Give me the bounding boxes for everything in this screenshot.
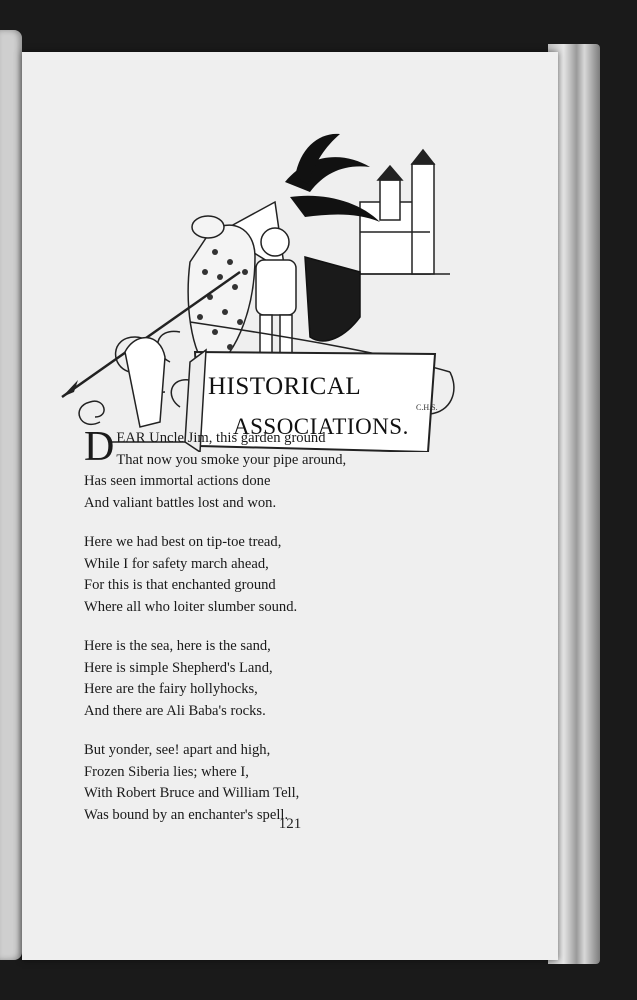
- poem-line: While I for safety march ahead,: [84, 555, 269, 572]
- header-illustration: [40, 122, 460, 452]
- poem-line: Has seen immortal actions done: [84, 473, 271, 489]
- poem-line: Here is the sea, here is the sand,: [84, 638, 271, 654]
- poem-line: Here is simple Shepherd's Land,: [84, 659, 273, 676]
- poem-line: For this is that enchanted ground: [84, 577, 276, 593]
- poem-line: Where all who loiter slumber sound.: [84, 598, 298, 615]
- poem-line: But yonder, see! apart and high,: [84, 742, 271, 758]
- stanza-4: [84, 740, 504, 826]
- stanza-2: [84, 532, 504, 618]
- poem-line: With Robert Bruce and William Tell,: [84, 785, 300, 801]
- poem-line: And there are Ali Baba's rocks.: [84, 702, 266, 719]
- drop-cap: D: [84, 424, 115, 470]
- artist-monogram: C.H.S.: [416, 403, 438, 412]
- poem-line: Was bound by an enchanter's spell.: [84, 806, 289, 823]
- poem-line: Frozen Siberia lies; where I,: [84, 763, 249, 780]
- stanza-3: [84, 636, 504, 722]
- poem-line: And valiant battles lost and won.: [84, 494, 277, 511]
- page-number: 121: [278, 816, 302, 832]
- facing-page-edge: [0, 30, 22, 960]
- banner-title-line1: HISTORICAL: [208, 373, 362, 400]
- book-page: [22, 52, 558, 960]
- poem-line: Here we had best on tip-toe tread,: [84, 534, 282, 550]
- poem-line: EAR Uncle Jim, this garden ground: [116, 430, 326, 446]
- poem-line: That now you smoke your pipe around,: [116, 451, 347, 468]
- leopard-drawing: [188, 216, 255, 372]
- banner-title-line2: ASSOCIATIONS.: [233, 414, 409, 439]
- poem-line: Here are the fairy hollyhocks,: [84, 681, 258, 697]
